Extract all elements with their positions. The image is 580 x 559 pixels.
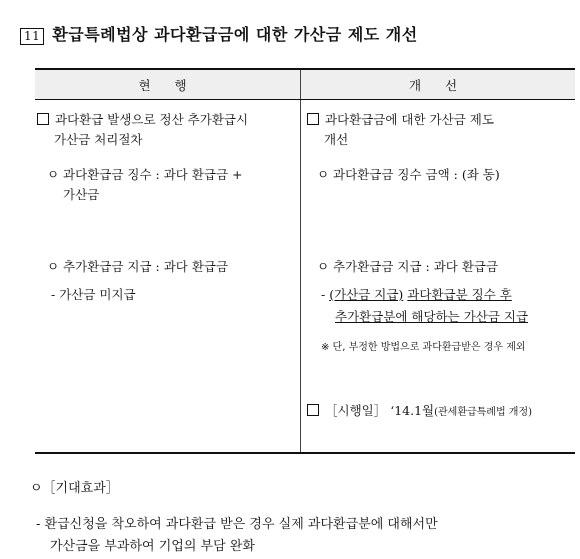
expected-effect-line-2: 가산금을 부과하여 기업의 부담 완화 bbox=[50, 539, 255, 554]
improved-item-4-cont: 추가환급분에 해당하는 가산금 지급 bbox=[335, 309, 529, 324]
header-improved: 개 선 bbox=[301, 69, 576, 100]
current-column bbox=[35, 100, 301, 454]
improved-item-3: ㅇ 추가환급금 지급 : 과다 환급금 bbox=[317, 259, 499, 274]
square-bullet-icon bbox=[307, 113, 319, 125]
improved-item-2: ㅇ 과다환급금 징수 금액 : (좌 동) bbox=[317, 167, 500, 182]
current-item-2-cont: 가산금 bbox=[63, 187, 100, 202]
section-title bbox=[20, 22, 418, 45]
section-number: 11 bbox=[20, 28, 44, 45]
improved-item-1-cont: 개선 bbox=[324, 132, 349, 147]
square-bullet-icon bbox=[37, 113, 49, 125]
section-title-text: 환급특례법상 과다환급금에 대한 가산금 제도 개선 bbox=[52, 25, 418, 44]
current-item-1-cont: 가산금 처리절차 bbox=[54, 132, 143, 147]
improved-item-1: 과다환급금에 대한 가산금 제도 bbox=[307, 111, 494, 129]
header-current: 현 행 bbox=[35, 69, 301, 100]
improved-column bbox=[301, 100, 576, 454]
improved-item-4: - (가산금 지급) 과다환급분 징수 후 bbox=[321, 287, 512, 302]
current-item-4: - 가산금 미지급 bbox=[51, 287, 136, 302]
effective-date-line: ［시행일］ ‘14.1월(관세환급특례법 개정) bbox=[307, 402, 532, 422]
current-item-1: 과다환급 발생으로 정산 추가환급시 bbox=[37, 111, 248, 129]
expected-effect-line-1: - 환급신청을 착오하여 과다환급 받은 경우 실제 과다환급분에 대해서만 bbox=[36, 517, 438, 532]
exception-note: ※ 단, 부정한 방법으로 과다환급받은 경우 제외 bbox=[321, 342, 526, 353]
square-bullet-icon bbox=[307, 404, 319, 416]
current-item-2: ㅇ 과다환급금 징수 : 과다 환급금 + bbox=[47, 167, 243, 182]
current-item-3: ㅇ 추가환급금 지급 : 과다 환급금 bbox=[47, 259, 229, 274]
comparison-table bbox=[35, 68, 575, 454]
expected-effect-heading: ㅇ［기대효과］ bbox=[30, 481, 119, 496]
